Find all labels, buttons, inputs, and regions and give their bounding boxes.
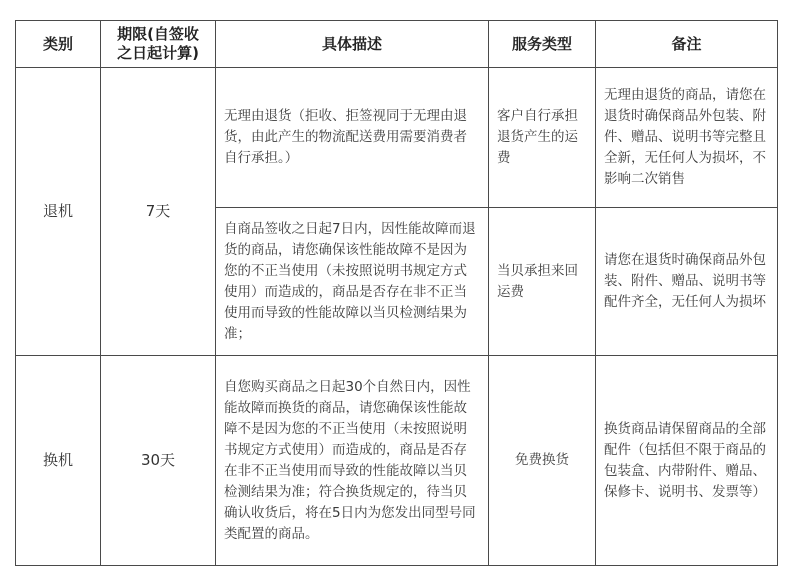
row-return-period: 7天: [101, 68, 216, 356]
row-exchange-category: 换机: [16, 356, 101, 566]
row-return-category: 退机: [16, 68, 101, 356]
row-exchange-remarks: 换货商品请保留商品的全部配件（包括但不限于商品的包装盒、内带附件、赠品、保修卡、说明书、发票等）: [596, 356, 778, 566]
header-category: 类别: [16, 21, 101, 68]
row-return-desc-1: 无理由退货（拒收、拒签视同于无理由退货，由此产生的物流配送费用需要消费者自行承担。）: [216, 68, 489, 208]
header-description: 具体描述: [216, 21, 489, 68]
row-return-desc-2: 自商品签收之日起7日内，因性能故障而退货的商品，请您确保该性能故障不是因为您的不正当使用（未按照说明书规定方式使用）而造成的，商品是否存在非不正当使用而导致的性能故障以当贝检测结果为准；: [216, 208, 489, 356]
row-exchange-desc: 自您购买商品之日起30个自然日内，因性能故障而换货的商品，请您确保该性能故障不是因为您的不正当使用（未按照说明书规定方式使用）而造成的，商品是否存在非不正当使用而导致的性能故障以当贝检测结果为准；符合换货规定的，待当贝确认收货后，将在5日内为您发出同型号同类配置的商品。: [216, 356, 489, 566]
header-period-text: 期限(自签收之日起计算): [117, 25, 199, 62]
header-service-type: 服务类型: [489, 21, 596, 68]
row-exchange-period: 30天: [101, 356, 216, 566]
row-exchange-service: 免费换货: [489, 356, 596, 566]
table-header-row: [16, 21, 778, 68]
table-row: [16, 68, 778, 208]
row-return-remarks-2: 请您在退货时确保商品外包装、附件、赠品、说明书等配件齐全，无任何人为损坏: [596, 208, 778, 356]
header-period: [101, 21, 216, 68]
row-return-remarks-1: 无理由退货的商品，请您在退货时确保商品外包装、附件、赠品、说明书等完整且全新，无任何人为损坏，不影响二次销售: [596, 68, 778, 208]
header-remarks: 备注: [596, 21, 778, 68]
return-exchange-policy-table: [15, 20, 778, 566]
row-return-service-1: 客户自行承担退货产生的运费: [489, 68, 596, 208]
row-return-service-2: 当贝承担来回运费: [489, 208, 596, 356]
table-row: [16, 356, 778, 566]
